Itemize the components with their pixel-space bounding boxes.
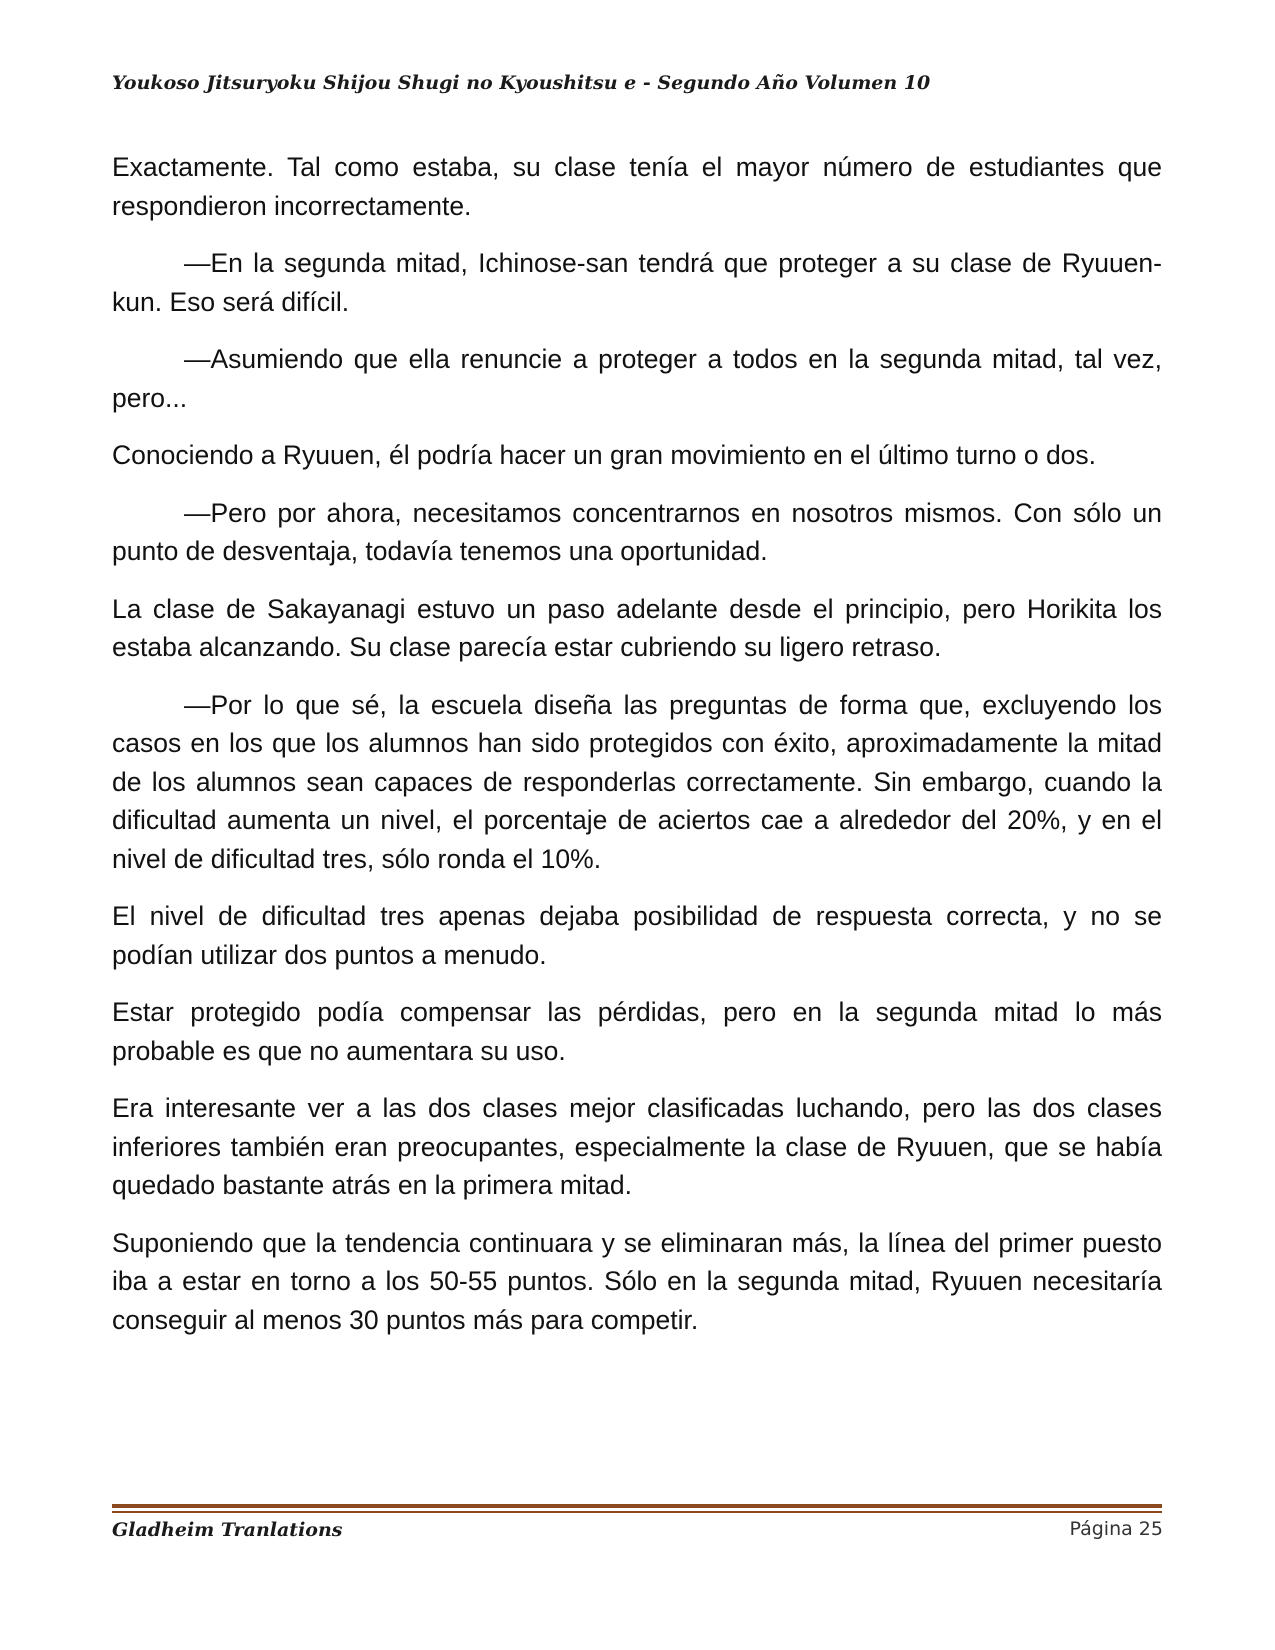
dialogue-paragraph: —En la segunda mitad, Ichinose-san tendrá que proteger a su clase de Ryuuen-kun. Eso será difícil.	[112, 248, 1162, 317]
paragraph: Suponiendo que la tendencia continuara y se eliminaran más, la línea del primer puesto iba a estar en torno a los 50-55 puntos. Sólo en la segunda mitad, Ryuuen necesitaría conseguir al menos 30 puntos más para competir.	[112, 1227, 1162, 1335]
dialogue-paragraph: —Por lo que sé, la escuela diseña las preguntas de forma que, excluyendo los casos en los que los alumnos han sido protegidos con éxito, aproximadamente la mitad de los alumnos sean capaces de responderlas correctamente. Sin embargo, cuando la dificultad aumenta un nivel, el porcentaje de aciertos cae a alrededor del 20%, y en el nivel de dificultad tres, sólo ronda el 10%.	[112, 689, 1162, 874]
footer-credit: Gladheim Tranlations	[112, 1519, 343, 1541]
paragraph: Estar protegido podía compensar las pérdidas, pero en la segunda mitad lo más probable es que no aumentara su uso.	[112, 997, 1162, 1066]
dialogue-paragraph: —Asumiendo que ella renuncie a proteger a todos en la segunda mitad, tal vez, pero...	[112, 344, 1162, 413]
paragraph: La clase de Sakayanagi estuvo un paso adelante desde el principio, pero Horikita los estaba alcanzando. Su clase parecía estar cubriendo su ligero retraso.	[112, 593, 1162, 662]
paragraph: Exactamente. Tal como estaba, su clase tenía el mayor número de estudiantes que respondieron incorrectamente.	[112, 152, 1162, 221]
footer-rule-thin	[112, 1511, 1162, 1513]
paragraph: Conociendo a Ryuuen, él podría hacer un gran movimiento en el último turno o dos.	[112, 440, 1097, 470]
paragraph: El nivel de dificultad tres apenas dejaba posibilidad de respuesta correcta, y no se podían utilizar dos puntos a menudo.	[112, 901, 1162, 970]
page-number: Página 25	[1069, 1518, 1163, 1540]
paragraph: Era interesante ver a las dos clases mejor clasificadas luchando, pero las dos clases inferiores también eran preocupantes, especialmente la clase de Ryuuen, que se había quedado bastante atrás en la primera mitad.	[112, 1093, 1162, 1200]
dialogue-paragraph: —Pero por ahora, necesitamos concentrarnos en nosotros mismos. Con sólo un punto de desventaja, todavía tenemos una oportunidad.	[112, 497, 1162, 566]
footer-rule-thick	[112, 1504, 1162, 1508]
running-header: Youkoso Jitsuryoku Shijou Shugi no Kyoushitsu e - Segundo Año Volumen 10	[112, 72, 931, 94]
body-text	[112, 148, 1162, 1358]
